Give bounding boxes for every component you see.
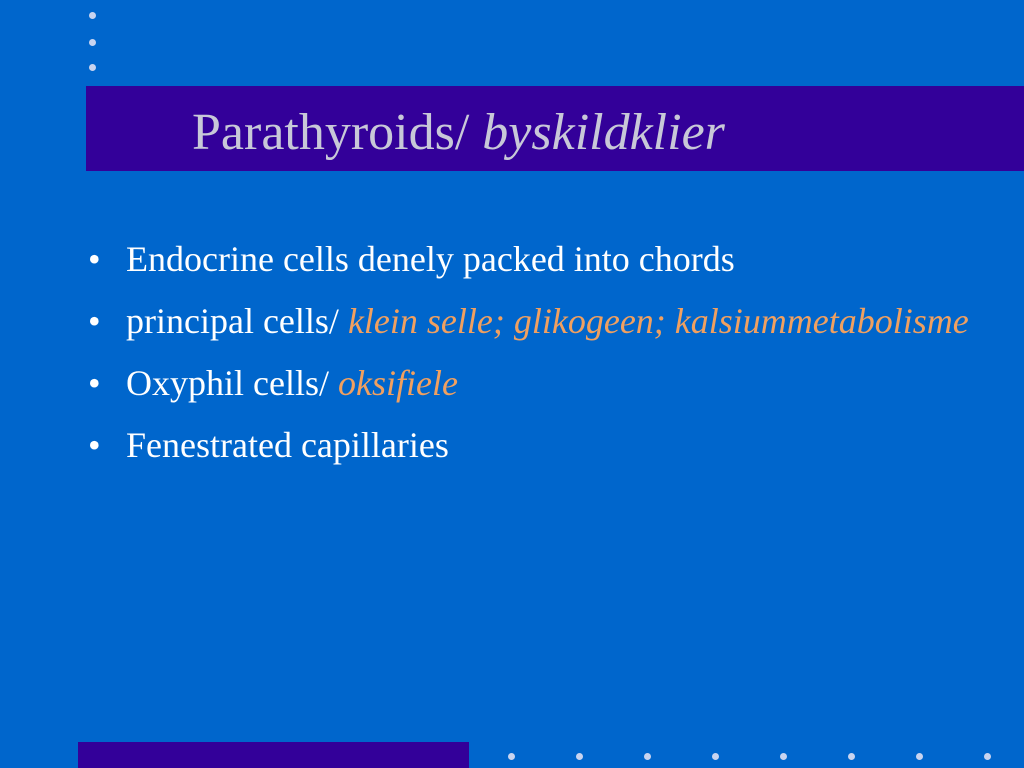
dot-icon [780,753,787,760]
slide-title-plain: Parathyroids/ [192,104,483,161]
dot-icon [89,12,96,19]
bullet-text: Fenestrated capillaries [126,425,449,465]
bullet-text: Oxyphil cells/ [126,363,338,403]
bullet-icon: • [88,301,101,341]
bullet-text: principal cells/ [126,301,348,341]
bullet-icon: • [88,239,101,279]
dot-icon [576,753,583,760]
bullet-item [86,228,986,290]
dot-icon [508,753,515,760]
bullet-list [86,228,986,476]
decorative-dots-horizontal [500,753,1000,761]
dot-icon [984,753,991,760]
bullet-icon: • [88,425,101,465]
dot-icon [848,753,855,760]
bullet-item [86,290,986,352]
dot-icon [644,753,651,760]
dot-icon [89,64,96,71]
bullet-item [86,414,986,476]
slide-title-italic: byskildklier [482,104,725,161]
decorative-dots-vertical [89,12,97,74]
bullet-accent-text: klein selle; glikogeen; kalsiummetabolisme [347,301,969,341]
dot-icon [916,753,923,760]
slide-title [192,98,725,168]
dot-icon [712,753,719,760]
bullet-accent-text: oksifiele [337,363,458,403]
footer-bar [78,742,469,768]
bullet-text: Endocrine cells denely packed into chords [126,239,735,279]
bullet-icon: • [88,363,101,403]
bullet-item [86,352,986,414]
dot-icon [89,39,96,46]
